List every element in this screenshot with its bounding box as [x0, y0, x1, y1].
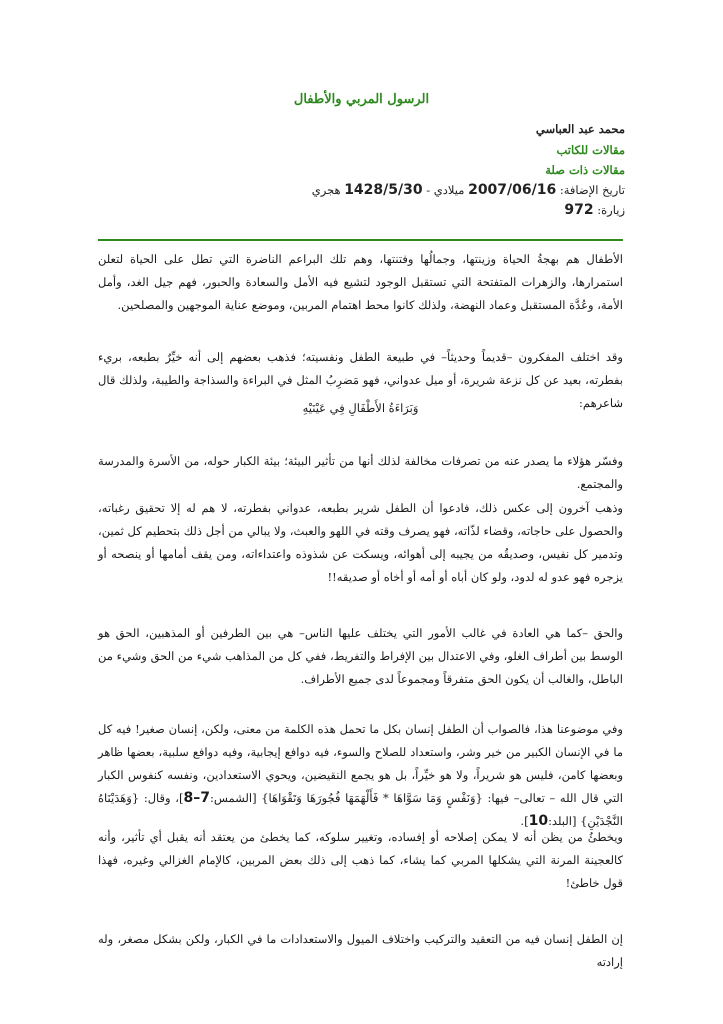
paragraph-6 — [98, 718, 623, 833]
paragraph-3: وفسّر هؤلاء ما يصدر عنه من تصرفات مخالفة لذلك أنها من تأثير البيئة؛ بيئة الكبار حوله، من الأسرة والمدرسة والمجتمع. — [98, 454, 623, 491]
verse-ref-shams: 7–8 — [183, 790, 210, 806]
date-line — [312, 183, 625, 197]
paragraph-6-end: ]. — [520, 814, 529, 828]
visits-count: 972 — [564, 202, 594, 218]
date-label: تاريخ الإضافة: — [559, 183, 625, 197]
visits-label: زيارة: — [597, 203, 625, 217]
visits-line — [564, 203, 625, 217]
related-articles-link[interactable]: مقالات ذات صلة — [545, 163, 625, 177]
paragraph-6-text: وفي موضوعنا هذا، فالصواب أن الطفل إنسان بكل ما تحمل هذه الكلمة من معنى، ولكن، إنسان صغير! فيه كل ما في الإنسان الكبير من خير وشر، واستعداد للصلاح والسوء، فيه دوافع إيجابية، وفيه دوافع سلبية، بعضها ظاهر وبعضها كامن، فليس هو شريراً، ولا هو خيِّراً، بل هو يجمع النقيضين، ويحوي الاستعدادين، ونفسه كنفوس الكبار التي قال الله – تعالى– فيها: {وَنَفْسٍ وَمَا سَوَّاهَا * فَأَلْهَمَهَا فُجُورَهَا وَتَقْوَاهَا} [الشمس: — [98, 722, 623, 805]
hijri-suffix: هجري — [311, 183, 341, 197]
author-articles-link[interactable]: مقالات للكاتب — [556, 143, 625, 157]
paragraph-4: وذهب آخرون إلى عكس ذلك، فادعوا أن الطفل شرير بطبعه، عدواني بفطرته، لا هم له إلا تحقيق رغباته، والحصول على حاجاته، وقضاء لذّاته، فهو يصرف وقته في اللهو والعبث، ولا يبالي من أجل ذلك بتحطيم كل ثمين، وتدمير كل نفيس، وصديقُه من يجيبه إلى أهوائه، ويسكت عن شذوذه واعتداءاته، ومن يقف أمامها أو ينصحه أو يزجره فهو عدو له لدود، ولو كان أباه أو أمه أو أخاه أو صديقه!! — [98, 501, 623, 584]
paragraph-1: الأطفال هم بهجةُ الحياة وزينتها، وجمالُها وفتنتها، وهم تلك البراعم الناضرة التي تطل على الحياة لتعلن استمرارها، والزهرات المتفتحة التي تستقبل الوجود لتشيع فيه الأمل والسعادة والحبور، فهم جيل الغد، وأمل الأمة، وعُدَّة المستقبل وعماد النهضة، ولذلك كانوا محط اهتمام المربين، وموضع عناية الموجهين والمصلحين. — [98, 252, 623, 312]
verse-ref-balad: 10 — [528, 813, 549, 829]
paragraph-7: ويخطئُ من يظن أنه لا يمكن إصلاحه أو إفساده، وتغيير سلوكه، كما يخطئ من يعتقد أنه يقبل أي تأثير، وأنه كالعجينة المرنة التي يشكلها المربي كما يشاء، كما ذهب إلى ذلك بعض المربين، كالإمام الغزالي وغيره، فهذا قول خاطئ! — [98, 830, 623, 890]
date-hijri: 1428/5/30 — [344, 182, 423, 198]
date-gregorian: 2007/06/16 — [468, 182, 557, 198]
article-title: الرسول المربي والأطفال — [293, 92, 430, 107]
poem-verse: وَبَرَاءَةُ الأَطْفَالِ فِي عَيْنَيْهِ — [302, 401, 419, 415]
author-name: محمد عبد العباسي — [535, 122, 625, 136]
paragraph-5: والحق –كما هي العادة في غالب الأمور التي يختلف عليها الناس– هي بين الطرفين أو المذهبين، الحق هو الوسط بين أطراف الغلو، وفي الاعتدال بين الإفراط والتفريط، ففي كل من المذاهب شيء من الحق وشيء من الباطل، والغالب أن يكون الحق متفرقاً ومجموعاً لدى جميع الأطراف. — [98, 626, 623, 686]
paragraph-2: وقد اختلف المفكرون –قديماً وحديثاً– في طبيعة الطفل ونفسيته؛ فذهب بعضهم إلى أنه خيِّرٌ بطبعه، بريء بفطرته، بعيد عن كل نزعة شريرة، أو ميل عدواني، فهو مَضرِبُ المثل في البراءة والسذاجة والطيبة، ولذلك قال شاعرهم: — [98, 350, 623, 410]
paragraph-6-middle: ]، وقال: {وَهَدَيْنَاهُ النَّجْدَيْنِ} [البلد: — [98, 791, 623, 828]
gregorian-suffix: ميلادي - — [426, 183, 465, 197]
paragraph-8: إن الطفل إنسان فيه من التعقيد والتركيب واختلاف الميول والاستعدادات ما في الكبار، ولكن بشكل مصغر، وله إرادته — [98, 932, 623, 969]
divider — [98, 239, 623, 241]
